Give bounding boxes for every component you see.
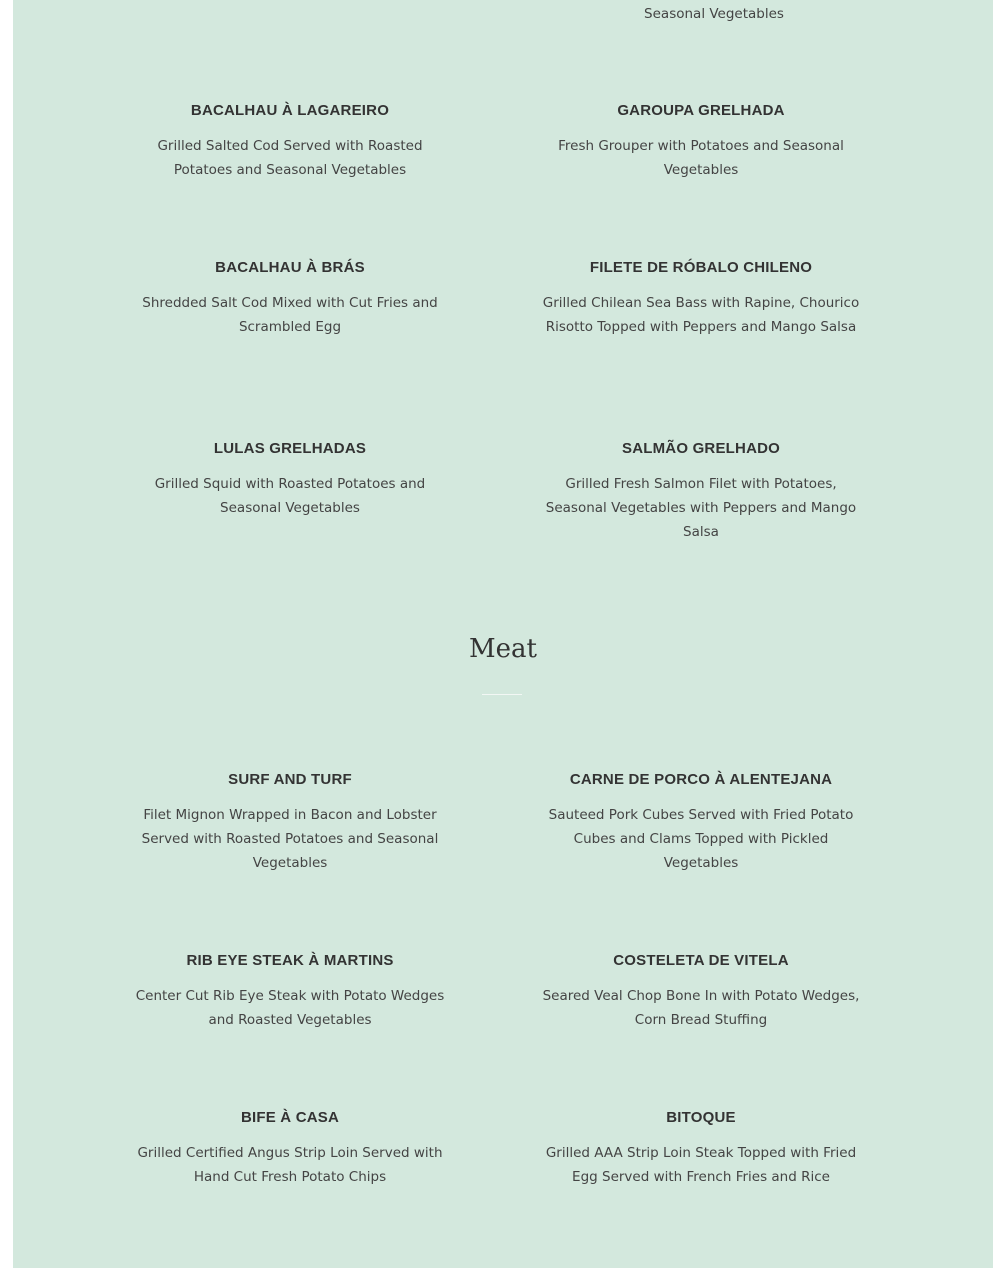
menu-item (541, 438, 861, 544)
menu-item (130, 100, 450, 182)
menu-item-name: BACALHAU À BRÁS (215, 259, 365, 276)
menu-item-name: SURF AND TURF (228, 771, 352, 788)
menu-item-description: Grilled Certified Angus Strip Loin Served with Hand Cut Fresh Potato Chips (137, 1145, 443, 1185)
menu-item-name: COSTELETA DE VITELA (613, 952, 789, 969)
menu-item-description: Filet Mignon Wrapped in Bacon and Lobster Served with Roasted Potatoes and Seasonal Vegetables (141, 807, 439, 871)
menu-item (541, 1107, 861, 1189)
menu-item (130, 257, 450, 339)
menu-item-name: SALMÃO GRELHADO (622, 440, 780, 457)
menu-item (541, 257, 861, 339)
menu-item-description: Center Cut Rib Eye Steak with Potato Wedges and Roasted Vegetables (135, 988, 445, 1028)
menu-item-description: Sauteed Pork Cubes Served with Fried Potato Cubes and Clams Topped with Pickled Vegetables (548, 807, 854, 871)
menu-item-name: RIB EYE STEAK À MARTINS (186, 952, 394, 969)
menu-item (541, 950, 861, 1032)
menu-item-description: Grilled AAA Strip Loin Steak Topped with Fried Egg Served with French Fries and Rice (545, 1145, 857, 1185)
menu-item-name: BITOQUE (666, 1109, 736, 1126)
menu-item-name: FILETE DE RÓBALO CHILENO (589, 259, 813, 276)
menu-item (130, 769, 450, 875)
menu-item-description: Seasonal Vegetables (644, 6, 784, 22)
menu-item-description: Shredded Salt Cod Mixed with Cut Fries and Scrambled Egg (142, 295, 438, 335)
menu-item (130, 438, 450, 520)
section-title: Meat (469, 634, 537, 664)
menu-item-description: Grilled Salted Cod Served with Roasted Potatoes and Seasonal Vegetables (157, 138, 423, 178)
menu-item (130, 950, 450, 1032)
menu-item-description: Grilled Fresh Salmon Filet with Potatoes, Seasonal Vegetables with Peppers and Mango Salsa (545, 476, 857, 540)
menu-item-name: LULAS GRELHADAS (213, 440, 367, 457)
menu-item-name: GAROUPA GRELHADA (617, 102, 785, 119)
menu-item-name: BIFE À CASA (240, 1109, 340, 1126)
menu-item-name: BACALHAU À LAGAREIRO (190, 102, 390, 119)
menu-item-description: Grilled Chilean Sea Bass with Rapine, Chourico Risotto Topped with Peppers and Mango Salsa (542, 295, 860, 335)
menu-item-description: Seared Veal Chop Bone In with Potato Wedges, Corn Bread Stuffing (542, 988, 860, 1028)
section-divider (482, 694, 522, 695)
menu-item (541, 769, 861, 875)
menu-item (130, 1107, 450, 1189)
menu-item-description: Fresh Grouper with Potatoes and Seasonal Vegetables (558, 138, 844, 178)
menu-item (541, 100, 861, 182)
menu-panel (13, 0, 993, 1268)
menu-item-name: CARNE DE PORCO À ALENTEJANA (569, 771, 833, 788)
menu-item-description: Grilled Squid with Roasted Potatoes and Seasonal Vegetables (154, 476, 426, 516)
